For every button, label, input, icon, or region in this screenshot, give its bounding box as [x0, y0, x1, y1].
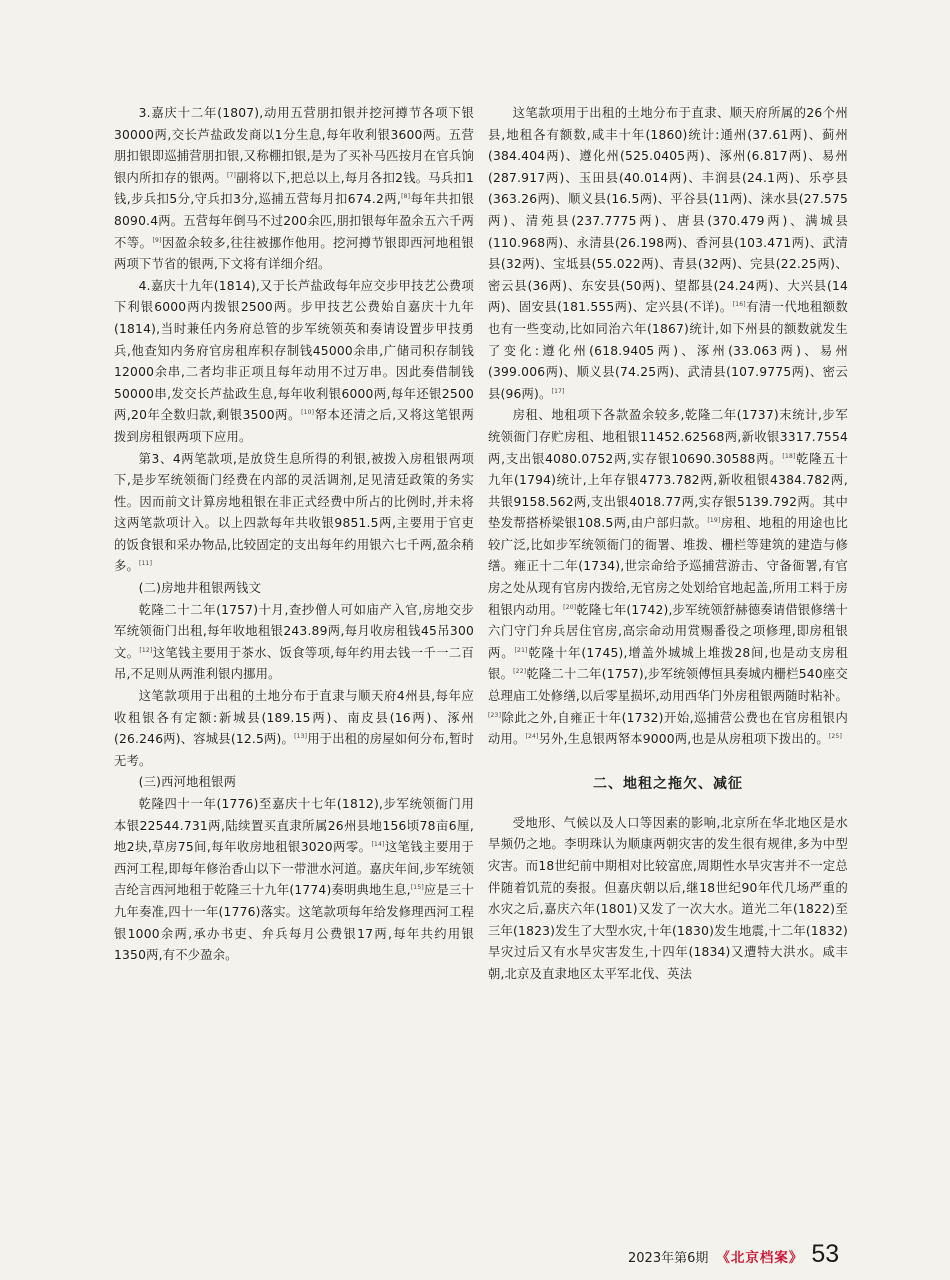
footnote-ref[interactable]: [11] [139, 560, 153, 568]
footnote-ref[interactable]: [16] [732, 301, 746, 309]
section-heading: 二、地租之拖欠、减征 [593, 775, 743, 792]
footnote-ref[interactable]: [20] [563, 603, 577, 611]
paragraph: 3.嘉庆十二年(1807),动用五营朋扣银并挖河撙节各项下银30000两,交长芦盐政发商以1分生息,每年收利银3600两。五营朋扣银即巡捕营朋扣银,又称棚扣银,是为了买补马匹按月在官兵饷银内所扣存的银两。[7]副将以下,把总以上,每月各扣2钱。马兵扣1钱,步兵扣5分,守兵扣3分,巡捕五营每月扣674.2两,[8]每年共扣银8090.4两。五营每年倒马不过200余匹,朋扣银每年盈余五六千两不等。[9]因盈余较多,往往被挪作他用。挖河撙节银即西河地租银两项下节省的银两,下文将有详细介绍。 [114, 106, 474, 272]
footnote-ref[interactable]: [12] [139, 646, 153, 654]
paragraph: 第3、4两笔款项,是放贷生息所得的利银,被拨入房租银两项下,是步军统领衙门经费在内部的灵活调剂,足见清廷政策的务实性。因而前文计算房地租银在非正式经费中所占的比例时,并未将这两笔款项计入。以上四款每年共收银9851.5两,主要用于官吏的饭食银和采办物品,比较固定的支出每年约用银六七千两,盈余稍多。[11] [114, 451, 474, 574]
footnote-ref[interactable]: [10] [301, 409, 315, 417]
section-subheading: (三)西河地租银两 [138, 775, 237, 790]
footnote-ref[interactable]: [18] [782, 452, 796, 460]
paragraph: 受地形、气候以及人口等因素的影响,北京所在华北地区是水旱频仍之地。李明珠认为顺康两朝灾害的发生很有规律,多为中型灾害。而18世纪前中期相对比较富庶,周期性水旱灾害并不一定总伴随着饥荒的奏报。但嘉庆朝以后,继18世纪90年代几场严重的水灾之后,嘉庆六年(1801)又发了一次大水。道光二年(1822)至三年(1823)发生了大型水灾,十年(1830)发生地震,十二年(1832)旱灾过后又有水旱灾害发生,十四年(1834)又遭特大洪水。咸丰朝,北京及直隶地区太平军北伐、英法 [488, 815, 848, 981]
footnote-ref[interactable]: [23] [488, 711, 502, 719]
footnote-ref[interactable]: [19] [707, 517, 721, 525]
paragraph: 乾隆四十一年(1776)至嘉庆十七年(1812),步军统领衙门用本银22544.731两,陆续置买直隶所属26州县地156顷78亩6厘,地2块,草房75间,每年收房地租银3020两零。[14]这笔钱主要用于西河工程,即每年修治香山以下一带泄水河道。嘉庆年间,步军统领吉纶言西河地租于乾隆三十九年(1774)奏明典地生息,[15]应是三十九年奏准,四十一年(1776)落实。这笔款项每年给发修理西河工程银1000余两,承办书吏、弁兵每月公费银17两,每年共约用银1350两,有不少盈余。 [114, 797, 474, 963]
footnote-ref[interactable]: [24] [525, 733, 539, 741]
footnote-ref[interactable]: [14] [371, 841, 385, 849]
footnote-ref[interactable]: [7] [226, 171, 237, 179]
paragraph: 乾隆二十二年(1757)十月,查抄僧人可如庙产入官,房地交步军统领衙门出租,每年收地租银243.89两,每月收房租钱45吊300文。[12]这笔钱主要用于茶水、饭食等项,每年约用去钱一千一二百吊,不足则从两淮利银内挪用。 [114, 602, 474, 682]
page-footer [628, 1240, 839, 1270]
paragraph: 这笔款项用于出租的土地分布于直隶与顺天府4州县,每年应收租银各有定额:新城县(189.15两)、南皮县(16两)、涿州(26.246两)、容城县(12.5两)。[13]用于出租的房屋如何分布,暂时无考。 [114, 689, 474, 768]
footnote-ref[interactable]: [9] [152, 236, 162, 244]
section-subheading: (二)房地井租银两钱文 [138, 581, 262, 596]
footnote-ref[interactable]: [22] [513, 668, 527, 676]
footnote-ref[interactable]: [25] [828, 733, 843, 741]
page-number: 53 [811, 1240, 840, 1268]
footnote-ref[interactable]: [17] [551, 387, 565, 395]
journal-logo: 《北京档案》 [716, 1250, 804, 1266]
issue-label: 2023年第6期 [628, 1251, 709, 1266]
left-column [114, 103, 474, 967]
paragraph: 4.嘉庆十九年(1814),又于长芦盐政每年应交步甲技艺公费项下利银6000两内拨银2500两。步甲技艺公费始自嘉庆十九年(1814),当时兼任内务府总管的步军统领英和奏请设置步甲技勇兵,他查知内务府官房租库积存制钱45000余串,广储司积存制钱12000余串,二者均非正项且每年动用不过万串。因此奏借制钱50000串,发交长芦盐政生息,每年收利银6000两,每年还银2500两,20年全数归款,剩银3500两。[10]帑本还清之后,又将这笔银两拨到房租银两项下应用。 [114, 278, 474, 444]
footnote-ref[interactable]: [15] [410, 884, 424, 892]
footnote-ref[interactable]: [13] [294, 733, 308, 741]
paragraph: 这笔款项用于出租的土地分布于直隶、顺天府所属的26个州县,地租各有额数,咸丰十年(1860)统计:通州(37.61两)、蓟州(384.404两)、遵化州(525.0405两)、涿州(6.817两)、易州(287.917两)、玉田县(40.014两)、丰润县(24.1两)、乐亭县(363.26两)、顺义县(16.5两)、平谷县(11两)、涞水县(27.575两)、清苑县(237.7775两)、唐县(370.479两)、满城县(110.968两)、永清县(26.198两)、香河县(103.471两)、武清县(32两)、宝坻县(55.022两)、青县(32两)、完县(22.25两)、密云县(36两)、东安县(50两)、望都县(24.24两)、大兴县(14两)、固安县(181.555两)、定兴县(不详)。[16]有清一代地租额数也有一些变动,比如同治六年(1867)统计,如下州县的额数就发生了变化:遵化州(618.9405两)、涿州(33.063两)、易州(399.006两)、顺义县(74.25两)、武清县(107.9775两)、密云县(96两)。[17] [488, 106, 848, 401]
paragraph: 房租、地租项下各款盈余较多,乾隆二年(1737)末统计,步军统领衙门存贮房租、地租银11452.62568两,新收银3317.7554两,支出银4080.0752两,实存银10690.30588两。[18]乾隆五十九年(1794)统计,上年存银4773.782两,新收租银4384.782两,共银9158.562两,支出银4018.77两,实存银5139.792两。其中垫发帮搭桥梁银108.5两,由户部归款。[19]房租、地租的用途也比较广泛,比如步军统领衙门的衙署、堆拨、栅栏等建筑的建造与修缮。雍正十二年(1734),世宗命给予巡捕营游击、守备衙署,有官房之处从现有官房内拨给,无官房之处划给官地起盖,所用工料于房租银内动用。[20]乾隆七年(1742),步军统领舒赫德奏请借银修缮十六门守门弁兵居住官房,高宗命动用赏赐番役之项修理,即房租银两。[21]乾隆十年(1745),增盖外城城上堆拨28间,也是动支房租银。[22]乾隆二十二年(1757),步军统领傅恒具奏城内栅栏540座交总理庙工处修缮,以后零星损坏,动用西华门外房租银两随时粘补。[23]除此之外,自雍正十年(1732)开始,巡捕营公费也在官房租银内动用。[24]另外,生息银两帑本9000两,也是从房租项下拨出的。[25] [488, 408, 849, 747]
footnote-ref[interactable]: [8] [401, 193, 411, 201]
right-column [488, 103, 848, 986]
footnote-ref[interactable]: [21] [514, 646, 528, 654]
